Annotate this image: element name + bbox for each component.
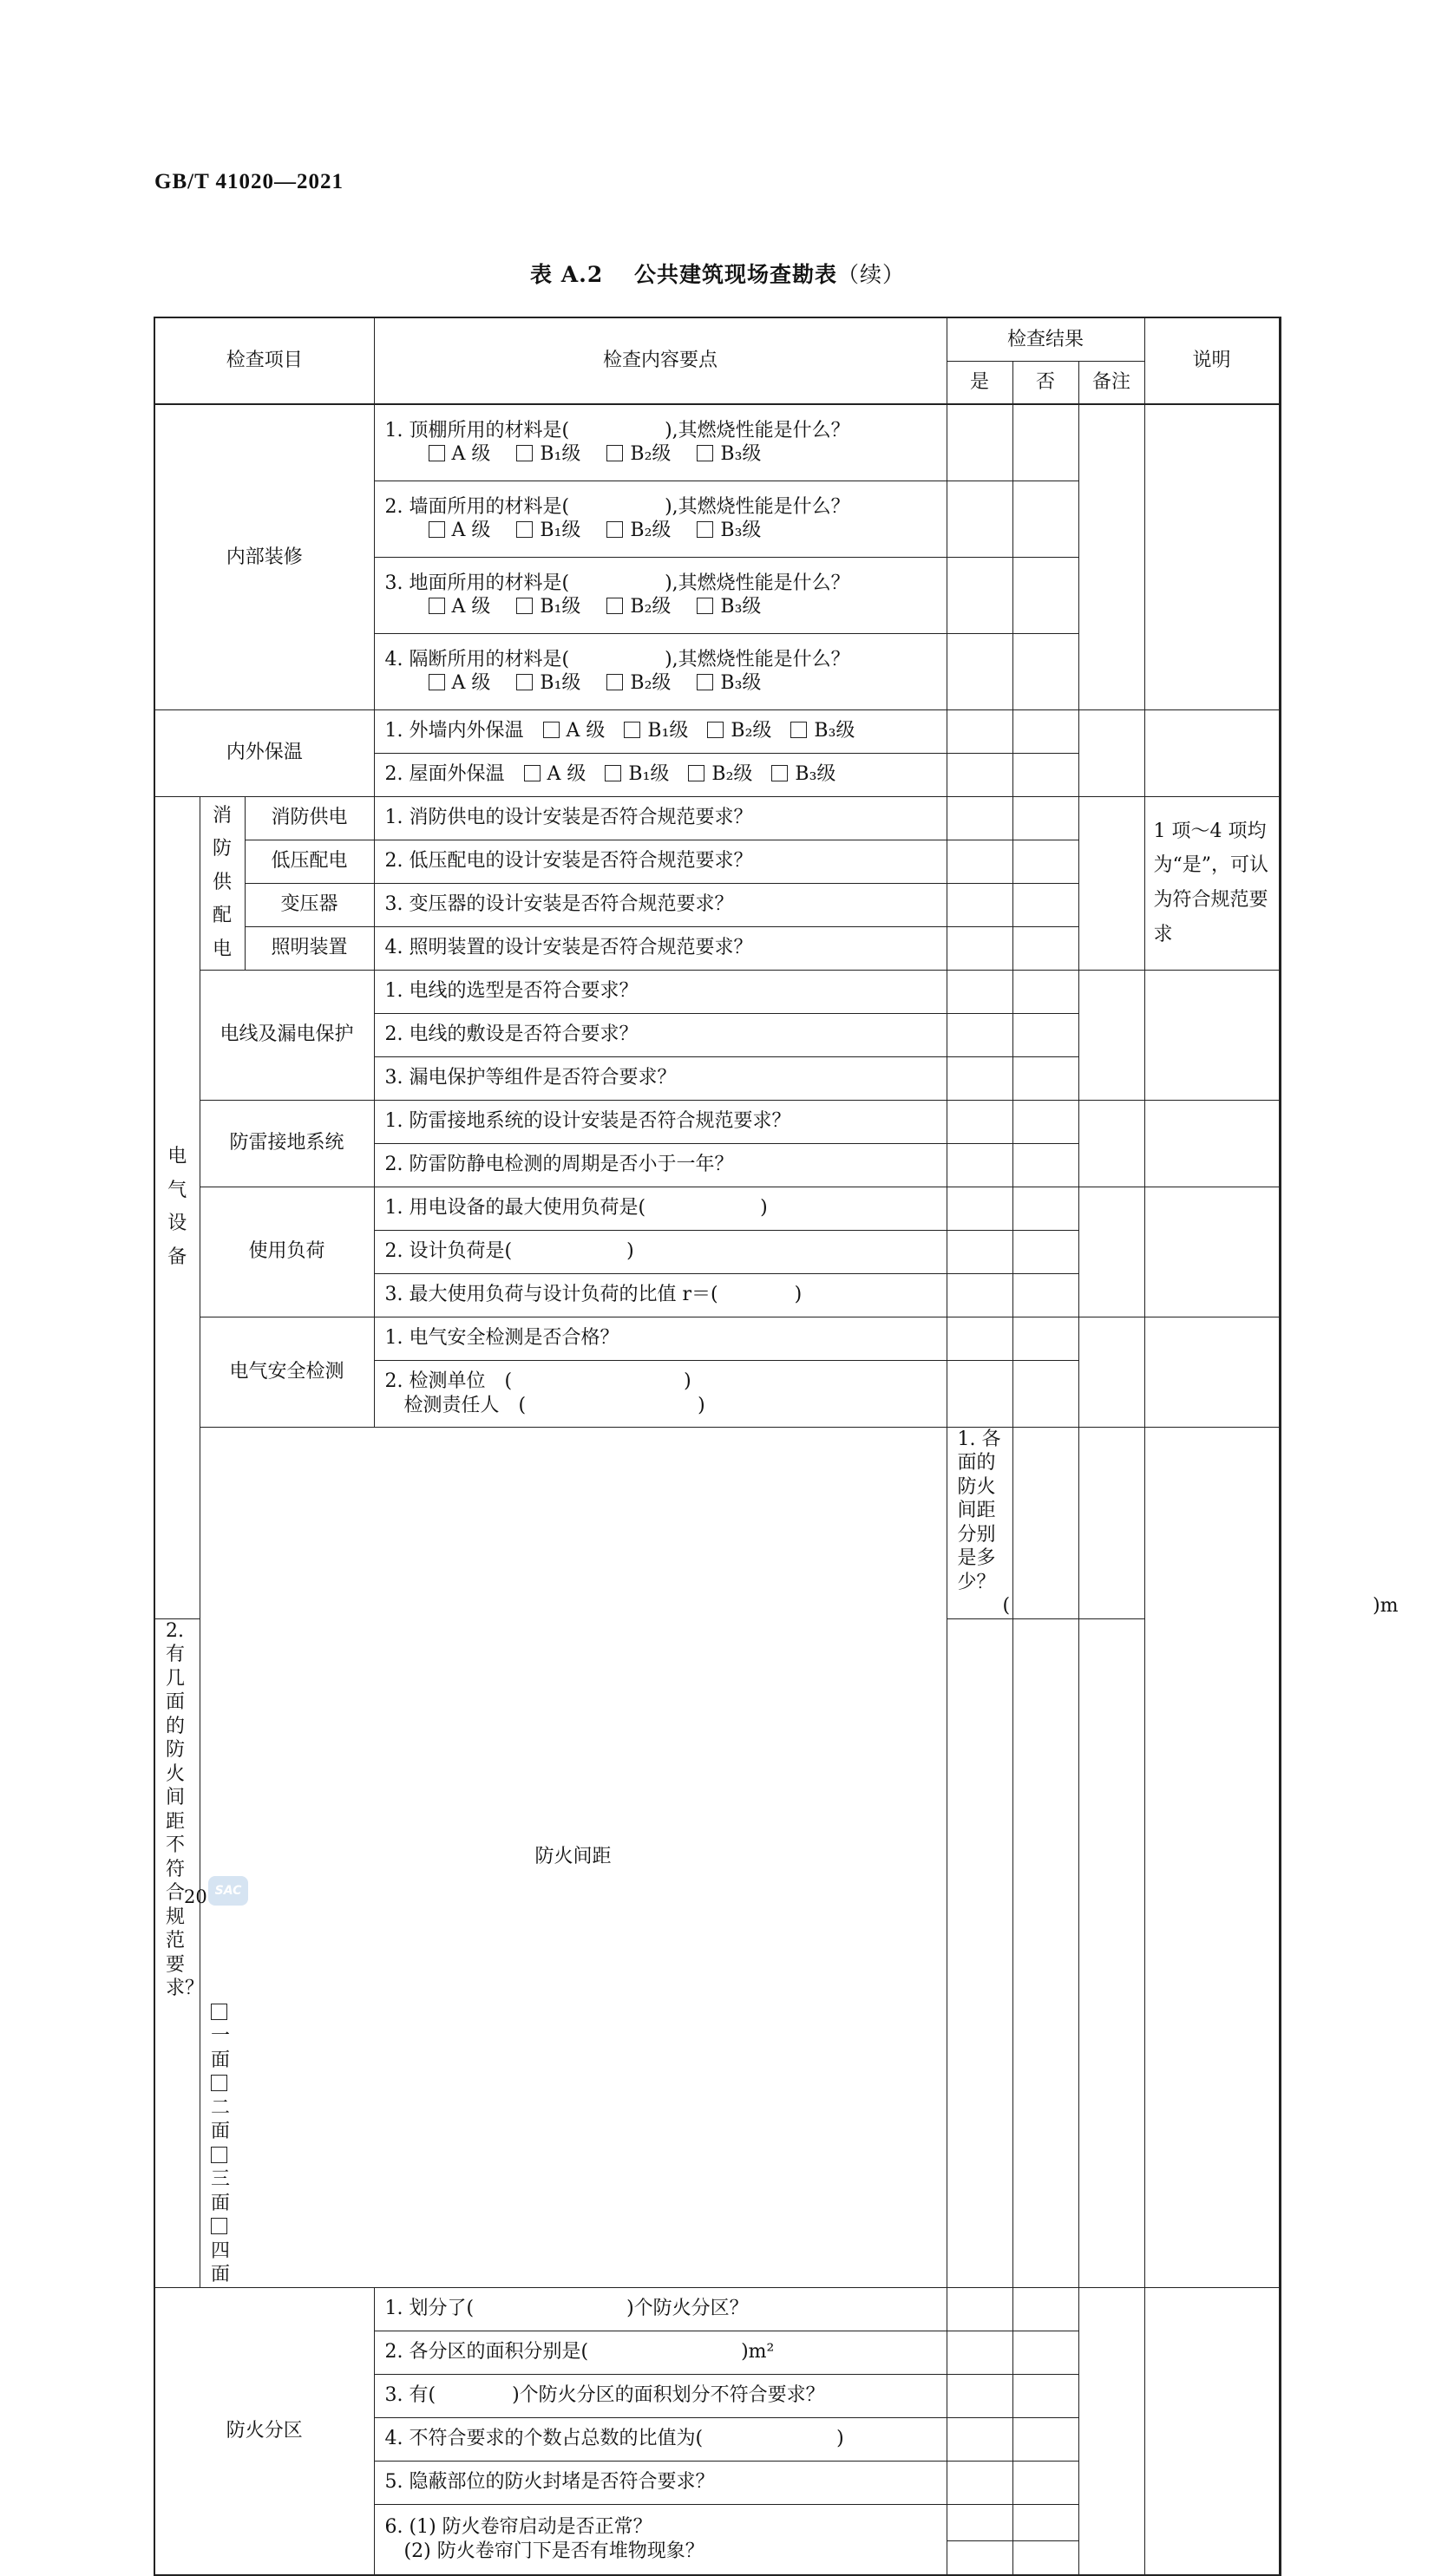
yes-cell[interactable] [947,926,1012,970]
yes-cell[interactable] [947,1618,1012,2287]
remark-cell[interactable] [1078,2287,1144,2575]
yes-cell[interactable] [947,1360,1012,1427]
no-cell[interactable] [1012,2504,1078,2540]
checkbox[interactable] [605,765,621,781]
explain-cell [1144,709,1279,796]
supply-q2: 2. 低压配电的设计安装是否符合规范要求？ [374,840,947,883]
no-cell[interactable] [1012,1187,1078,1230]
compartment-q2: 2. 各分区的面积分别是( )m² [374,2331,947,2374]
remark-cell[interactable] [1078,1187,1144,1317]
checkbox[interactable] [697,445,713,461]
compartment-label: 防火分区 [154,2287,374,2575]
grade-options: A 级 B₁级 B₂级 B₃级 [385,442,947,467]
lightning-q2: 2. 防雷防静电检测的周期是否小于一年？ [374,1143,947,1187]
yes-cell[interactable] [947,709,1012,753]
no-cell[interactable] [1012,796,1078,840]
supply-sub-4: 照明装置 [245,926,374,970]
wiring-q2: 2. 电线的敷设是否符合要求？ [374,1013,947,1056]
safety-q1: 1. 电气安全检测是否合格？ [374,1317,947,1360]
yes-cell[interactable] [947,1056,1012,1100]
no-cell[interactable] [1078,1427,1144,1618]
yes-cell[interactable] [1012,1427,1078,1618]
checkbox[interactable] [211,2075,227,2091]
load-q2: 2. 设计负荷是( ) [374,1230,947,1273]
checkbox[interactable] [516,445,533,461]
supply-sub-3: 变压器 [245,883,374,926]
yes-cell[interactable] [947,970,1012,1013]
no-cell[interactable] [1012,2417,1078,2461]
no-cell[interactable] [1012,404,1078,481]
yes-cell[interactable] [947,2417,1012,2461]
checkbox[interactable] [790,722,807,738]
no-cell[interactable] [1012,2287,1078,2331]
no-cell[interactable] [1012,883,1078,926]
yes-cell[interactable] [947,840,1012,883]
electrical-label: 电气设备 [154,796,200,1618]
interior-q3: 3. 地面所用的材料是( ),其燃烧性能是什么？ A 级 B₁级 B₂级 B₃级 [374,557,947,633]
supply-label: 消防供配电 [200,796,245,970]
supply-q1: 1. 消防供电的设计安装是否符合规范要求？ [374,796,947,840]
yes-cell[interactable] [947,883,1012,926]
wiring-q3: 3. 漏电保护等组件是否符合要求？ [374,1056,947,1100]
lightning-label: 防雷接地系统 [200,1100,374,1187]
checkbox[interactable] [429,674,445,690]
spacing-label: 防火间距 [200,1427,947,2287]
no-cell[interactable] [1012,840,1078,883]
yes-cell[interactable] [947,1013,1012,1056]
no-cell[interactable] [1012,926,1078,970]
insulation-q2: 2. 屋面外保温 A 级 B₁级 B₂级 B₃级 [374,753,947,796]
no-cell[interactable] [1012,1056,1078,1100]
interior-label: 内部装修 [154,404,374,709]
spacing-q2: 2. 有几面的防火间距不符合规范要求？ 一面二面三面四面 [154,1618,200,2287]
no-cell[interactable] [1012,2331,1078,2374]
checkbox[interactable] [624,722,640,738]
checkbox[interactable] [211,2004,227,2020]
yes-cell[interactable] [947,1273,1012,1317]
no-cell[interactable] [1012,709,1078,753]
col-explain-header: 说明 [1144,317,1279,404]
yes-cell[interactable] [947,633,1012,709]
checkbox[interactable] [606,674,623,690]
remark-cell[interactable] [1078,970,1144,1100]
no-cell[interactable] [1012,753,1078,796]
yes-cell[interactable] [947,481,1012,557]
sac-watermark-logo: SAC [208,1876,248,1906]
no-cell[interactable] [1012,1360,1078,1427]
checkbox[interactable] [524,765,541,781]
checkbox[interactable] [516,674,533,690]
checkbox[interactable] [697,521,713,538]
col-content-header: 检查内容要点 [374,317,947,404]
compartment-q3: 3. 有( )个防火分区的面积划分不符合要求？ [374,2374,947,2417]
no-cell[interactable] [1012,2540,1078,2575]
yes-cell[interactable] [947,2287,1012,2331]
supply-q3: 3. 变压器的设计安装是否符合规范要求？ [374,883,947,926]
no-cell[interactable] [1012,1013,1078,1056]
yes-cell[interactable] [947,2461,1012,2504]
explain-cell [1144,1100,1279,1187]
safety-q2: 2. 检测单位 ( ) 检测责任人 ( ) [374,1360,947,1427]
compartment-q4: 4. 不符合要求的个数占总数的比值为( ) [374,2417,947,2461]
checkbox[interactable] [697,674,713,690]
compartment-q6: 6. (1) 防火卷帘启动是否正常？ (2) 防火卷帘门下是否有堆物现象？ [374,2504,947,2575]
table-title [0,258,1435,289]
checkbox[interactable] [606,521,623,538]
yes-cell[interactable] [947,2540,1012,2575]
no-cell[interactable] [1012,1230,1078,1273]
load-q3: 3. 最大使用负荷与设计负荷的比值 r＝( ) [374,1273,947,1317]
checkbox[interactable] [211,2147,227,2163]
yes-cell[interactable] [947,1187,1012,1230]
insulation-q1: 1. 外墙内外保温 A 级 B₁级 B₂级 B₃级 [374,709,947,753]
remark-cell[interactable] [1078,1100,1144,1187]
supply-q4: 4. 照明装置的设计安装是否符合规范要求？ [374,926,947,970]
checkbox[interactable] [606,598,623,614]
no-cell[interactable] [1012,1317,1078,1360]
checkbox[interactable] [771,765,788,781]
yes-cell[interactable] [947,557,1012,633]
table-label: 表 A.2 [530,262,604,287]
no-cell[interactable] [1012,1273,1078,1317]
remark-cell[interactable] [1078,796,1144,970]
yes-cell[interactable] [947,796,1012,840]
supply-sub-1: 消防供电 [245,796,374,840]
load-label: 使用负荷 [200,1187,374,1317]
checkbox[interactable] [516,598,533,614]
col-item-header: 检查项目 [154,317,374,404]
remark-cell[interactable] [1078,1317,1144,1427]
standard-code: GB/T 41020—2021 [154,170,344,193]
explain-cell [1144,1317,1279,1427]
insulation-label: 内外保温 [154,709,374,796]
load-q1: 1. 用电设备的最大使用负荷是( ) [374,1187,947,1230]
no-cell[interactable] [1012,633,1078,709]
checkbox[interactable] [429,445,445,461]
yes-cell[interactable] [947,1100,1012,1143]
lightning-q1: 1. 防雷接地系统的设计安装是否符合规范要求？ [374,1100,947,1143]
interior-q1: 1. 顶棚所用的材料是( ),其燃烧性能是什么？ A 级 B₁级 B₂级 B₃级 [374,404,947,481]
yes-cell[interactable] [947,404,1012,481]
wiring-label: 电线及漏电保护 [200,970,374,1100]
checkbox[interactable] [688,765,704,781]
explain-cell [1144,970,1279,1100]
checkbox[interactable] [606,445,623,461]
no-cell[interactable] [1012,557,1078,633]
col-result-header: 检查结果 [947,317,1144,361]
supply-sub-2: 低压配电 [245,840,374,883]
compartment-q1: 1. 划分了( )个防火分区？ [374,2287,947,2331]
col-remark-header: 备注 [1078,361,1144,404]
no-cell[interactable] [1012,970,1078,1013]
checkbox[interactable] [429,598,445,614]
explain-cell [1279,1427,1281,2287]
table-continued: （续） [836,262,905,287]
remark-cell[interactable] [1144,1427,1279,2287]
checkbox[interactable] [429,521,445,538]
compartment-q5: 5. 隐蔽部位的防火封堵是否符合要求？ [374,2461,947,2504]
survey-table [154,317,1399,2576]
interior-q4: 4. 隔断所用的材料是( ),其燃烧性能是什么？ A 级 B₁级 B₂级 B₃级 [374,633,947,709]
yes-cell[interactable] [947,1317,1012,1360]
explain-cell [1144,1187,1279,1317]
checkbox[interactable] [516,521,533,538]
no-cell[interactable] [1012,2461,1078,2504]
yes-cell[interactable] [947,753,1012,796]
checkbox[interactable] [211,2218,227,2234]
wiring-q1: 1. 电线的选型是否符合要求？ [374,970,947,1013]
no-cell[interactable] [1012,2374,1078,2417]
no-cell[interactable] [1012,1100,1078,1143]
checkbox[interactable] [707,722,724,738]
safety-label: 电气安全检测 [200,1317,374,1427]
yes-cell[interactable] [947,2331,1012,2374]
no-cell[interactable] [1012,481,1078,557]
yes-cell[interactable] [947,1143,1012,1187]
remark-cell[interactable] [1078,709,1144,796]
interior-q2: 2. 墙面所用的材料是( ),其燃烧性能是什么？ A 级 B₁级 B₂级 B₃级 [374,481,947,557]
remark-cell[interactable] [1078,404,1144,709]
checkbox[interactable] [697,598,713,614]
checkbox[interactable] [543,722,560,738]
table-name: 公共建筑现场查勘表 [633,262,837,287]
yes-cell[interactable] [947,2374,1012,2417]
supply-note: 1 项～4 项均为“是”，可认为符合规范要求 [1144,796,1279,970]
page-number: 20 [184,1886,207,1907]
col-yes-header: 是 [947,361,1012,404]
no-cell[interactable] [1012,1618,1078,2287]
explain-cell [1144,2287,1279,2575]
explain-cell [1144,404,1279,709]
no-cell[interactable] [1012,1143,1078,1187]
col-no-header: 否 [1012,361,1078,404]
yes-cell[interactable] [947,2504,1012,2540]
spacing-q1: 1. 各面的防火间距分别是多少？ ( )m [947,1427,1012,1618]
yes-cell[interactable] [947,1230,1012,1273]
